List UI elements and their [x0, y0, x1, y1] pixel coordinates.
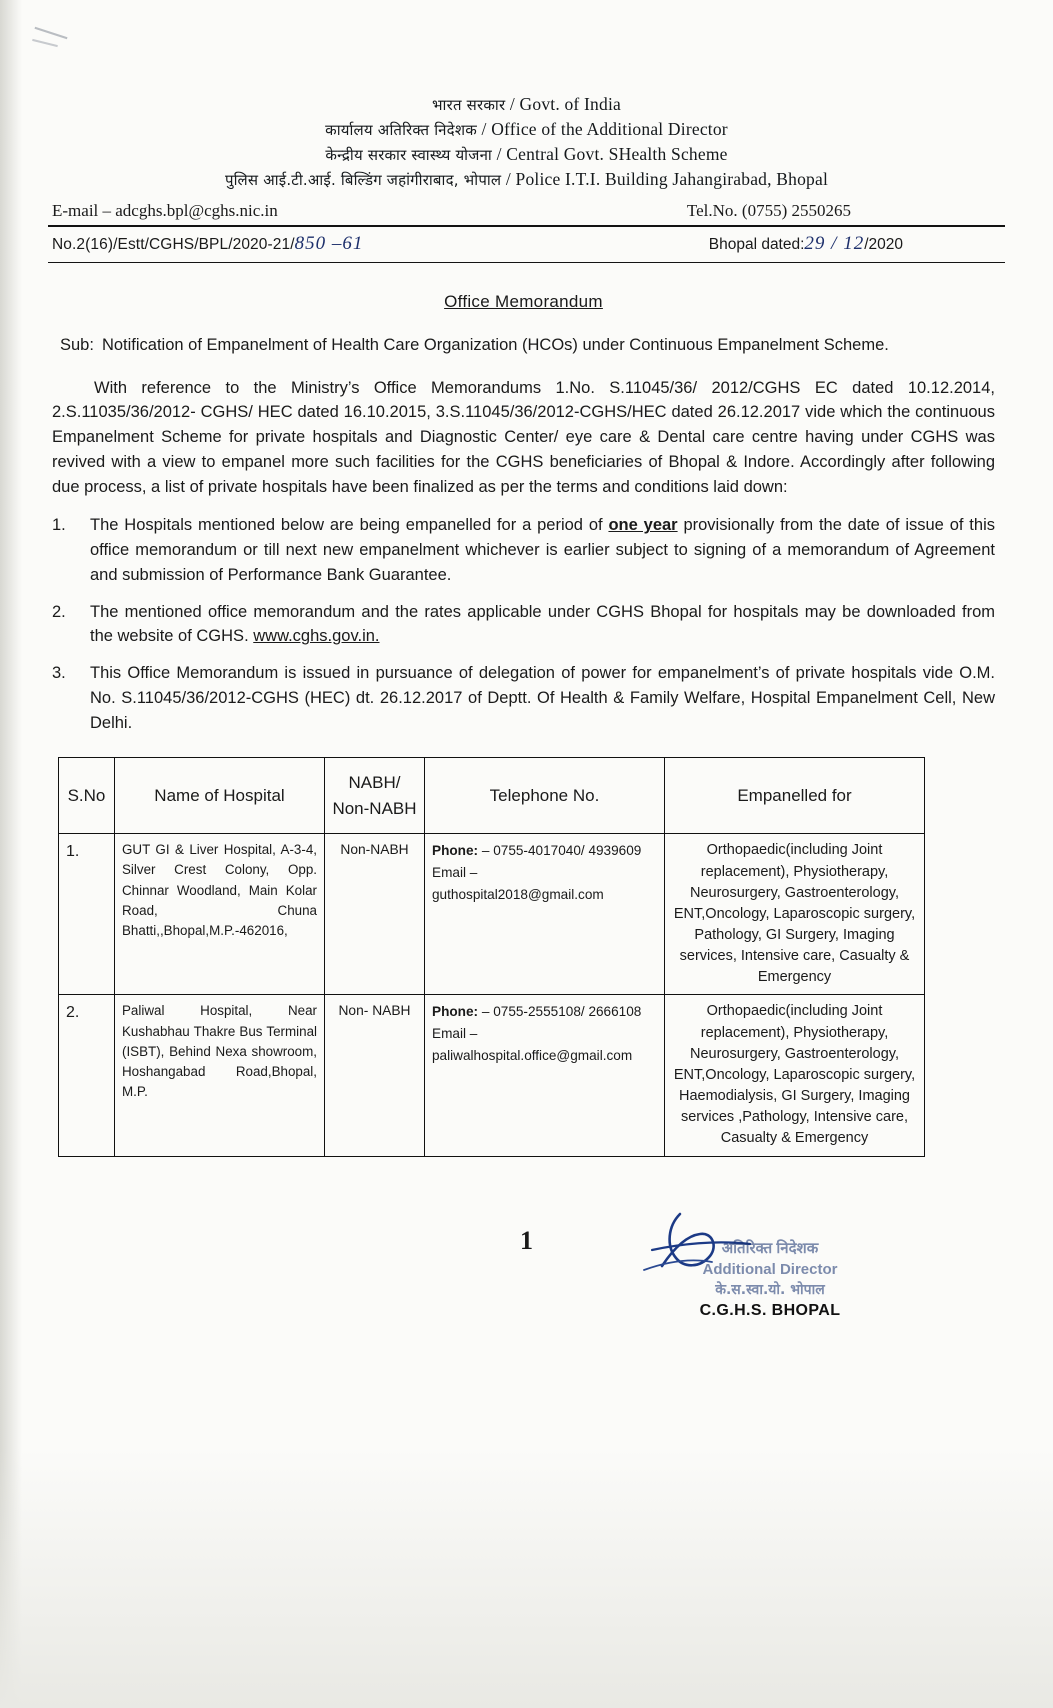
- date-handwritten: 29 / 12: [804, 233, 865, 255]
- column-header-sno: S.No: [59, 758, 115, 834]
- reference-row: [0, 227, 1053, 259]
- email-line: [432, 1023, 657, 1045]
- signature-text: [640, 1238, 900, 1323]
- term-number: 2.: [52, 602, 66, 621]
- term-text: [90, 661, 995, 735]
- cell-telephone: [425, 834, 665, 995]
- email-value: guthospital2018@gmail.com: [432, 886, 604, 902]
- term-text-part1: The mentioned office memorandum and the rates applicable under CGHS Bhopal for hospitals may be downloaded from the website of CGHS.: [90, 602, 995, 646]
- letterhead-line-4-hindi: पुलिस आई.टी.आई. बिल्डिंग जहांगीराबाद, भोपाल: [224, 170, 502, 189]
- letterhead-sep-4: /: [501, 168, 516, 189]
- signature-stamp-text: C.G.H.S. BHOPAL: [699, 1302, 841, 1320]
- date-year: /2020: [864, 236, 903, 254]
- terms-list-item: [52, 513, 995, 587]
- phone-line: [432, 840, 657, 862]
- hospitals-table: [58, 757, 925, 1156]
- term-number: 3.: [52, 664, 66, 683]
- cell-sno: 1.: [59, 834, 115, 995]
- file-reference-prefix: No.2(16)/Estt/CGHS/BPL/2020-21/: [52, 236, 295, 254]
- document-date: [709, 233, 993, 255]
- letterhead-line-2-english: Office of the Additional Director: [491, 118, 728, 139]
- cell-sno: 2.: [59, 995, 115, 1156]
- signature-line-english: Additional Director: [702, 1261, 838, 1279]
- contact-row: [0, 201, 1053, 223]
- letterhead-line-3-hindi: केन्द्रीय सरकार स्वास्थ्य योजना: [325, 145, 493, 164]
- page-number: 1: [520, 1226, 533, 1255]
- file-reference-number: [52, 233, 363, 255]
- letterhead-line-2: [0, 117, 1053, 142]
- letterhead-line-1-hindi: भारत सरकार: [432, 96, 506, 114]
- letterhead-line-3: [0, 142, 1053, 167]
- term-text-part1: The Hospitals mentioned below are being empanelled for a period of: [90, 516, 609, 535]
- cell-nabh-status: Non-NABH: [325, 834, 425, 995]
- column-header-nabh: NABH/ Non-NABH: [325, 758, 425, 834]
- document-body: [0, 289, 1053, 1156]
- letterhead: [0, 0, 1053, 191]
- signature-line-hindi-office: के.स.स्वा.यो. भोपाल: [715, 1281, 825, 1298]
- table-header-row: [59, 758, 925, 834]
- subject-text: Notification of Empanelment of Health Care Organization (HCOs) under Continuous Empanelment Scheme.: [101, 335, 889, 354]
- cell-nabh-status: Non- NABH: [325, 995, 425, 1156]
- terms-list-item: [52, 661, 995, 735]
- letterhead-sep-3: /: [492, 143, 507, 164]
- page-title: Office Memorandum: [444, 292, 603, 312]
- intro-paragraph: With reference to the Ministry’s Office Memorandums 1.No. S.11045/36/ 2012/CGHS EC dated 10.12.2014, 2.S.11035/36/2012- CGHS/ HEC dated 16.10.2015, 3.S.11045/36/2012-CGHS/HEC dated 26.12.2017 vide which the continuous Empanelment Scheme for private hospitals and Diagnostic Center/ eye care & Dental care centre having under CGHS was revived with a view to empanel more such facilities for the CGHS beneficiaries of Bhopal & Indore. Accordingly after following due process, a list of private hospitals have been finalized as per the terms and conditions laid down:: [52, 378, 995, 496]
- header-divider-thin: [48, 262, 1005, 263]
- signature-block: [640, 1210, 900, 1323]
- date-label: Bhopal dated:: [708, 236, 805, 254]
- table-row: [59, 995, 925, 1156]
- subject-label: Sub:: [60, 335, 94, 354]
- letterhead-line-1: [0, 92, 1053, 117]
- phone-line: [432, 1001, 657, 1023]
- terms-list: [52, 513, 995, 735]
- email-value: paliwalhospital.office@gmail.com: [432, 1047, 633, 1063]
- cell-hospital-name: GUT GI & Liver Hospital, A-3-4, Silver Crest Colony, Opp. Chinnar Woodland, Main Kolar Road, Chuna Bhatti,,Bhopal,M.P.-462016,: [115, 834, 325, 995]
- phone-value: – 0755-2555108/ 2666108: [481, 1004, 642, 1020]
- letterhead-line-4: [0, 167, 1053, 192]
- letterhead-sep-1: /: [505, 94, 520, 114]
- column-header-telephone: Telephone No.: [425, 758, 665, 834]
- term-text-part2: provisionally from the date of issue of this office memorandum or till next new empanelment whichever is earlier subject to signing of a memorandum of Agreement and submission of Performance Bank Guarantee.: [90, 516, 995, 584]
- subject-line: [60, 333, 995, 358]
- letterhead-line-1-english: Govt. of India: [519, 94, 621, 114]
- terms-list-item: [52, 600, 995, 650]
- cell-empanelled-for: Orthopaedic(including Joint replacement), Physiotherapy, Neurosurgery, Gastroenterology, ENT,Oncology, Laparoscopic surgery, Pathology, GI Surgery, Imaging services, Intensive care, Casualty & Emergency: [665, 834, 925, 995]
- file-reference-handwritten: 850 –61: [294, 233, 364, 255]
- email-line: [432, 862, 657, 884]
- cell-hospital-name: Paliwal Hospital, Near Kushabhau Thakre Bus Terminal (ISBT), Behind Nexa showroom, Hoshangabad Road,Bhopal, M.P.: [115, 995, 325, 1156]
- term-text: [90, 513, 995, 587]
- column-header-name: Name of Hospital: [115, 758, 325, 834]
- email-label: Email –: [432, 865, 478, 881]
- scan-shadow-bottom: [0, 1448, 1053, 1708]
- term-number: 1.: [52, 516, 66, 535]
- cell-telephone: [425, 995, 665, 1156]
- column-header-empanelled-for: Empanelled for: [665, 758, 925, 834]
- letterhead-line-4-english: Police I.T.I. Building Jahangirabad, Bhopal: [515, 168, 829, 189]
- email-label: Email –: [432, 1026, 478, 1042]
- letterhead-line-2-hindi: कार्यालय अतिरिक्त निदेशक: [325, 120, 477, 139]
- term-text: [90, 600, 995, 650]
- phone-label: Phone:: [432, 1004, 479, 1020]
- term-emphasis: one year: [608, 516, 678, 535]
- term-text-part1: This Office Memorandum is issued in pursuance of delegation of power for empanelment’s of private hospitals vide O.M. No. S.11045/36/2012-CGHS (HEC) dt. 26.12.2017 of Deptt. Of Health & Family Welfare, Hospital Empanelment Cell, New Delhi.: [90, 664, 995, 732]
- email-address: E-mail – adcghs.bpl@cghs.nic.in: [52, 201, 278, 221]
- telephone-number: Tel.No. (0755) 2550265: [686, 201, 851, 221]
- letterhead-sep-2: /: [476, 118, 492, 139]
- table-row: [59, 834, 925, 995]
- phone-value: – 0755-4017040/ 4939609: [481, 843, 642, 859]
- cell-empanelled-for: Orthopaedic(including Joint replacement), Physiotherapy, Neurosurgery, Gastroenterology, ENT,Oncology, Laparoscopic surgery, Haemodialysis, GI Surgery, Imaging services ,Pathology, Intensive care, Casualty & Emergency: [665, 995, 925, 1156]
- signature-line-hindi: अतिरिक्त निदेशक: [721, 1240, 819, 1257]
- cghs-website-link[interactable]: www.cghs.gov.in.: [253, 627, 380, 646]
- letterhead-line-3-english: Central Govt. SHealth Scheme: [506, 143, 728, 164]
- phone-label: Phone:: [432, 843, 479, 859]
